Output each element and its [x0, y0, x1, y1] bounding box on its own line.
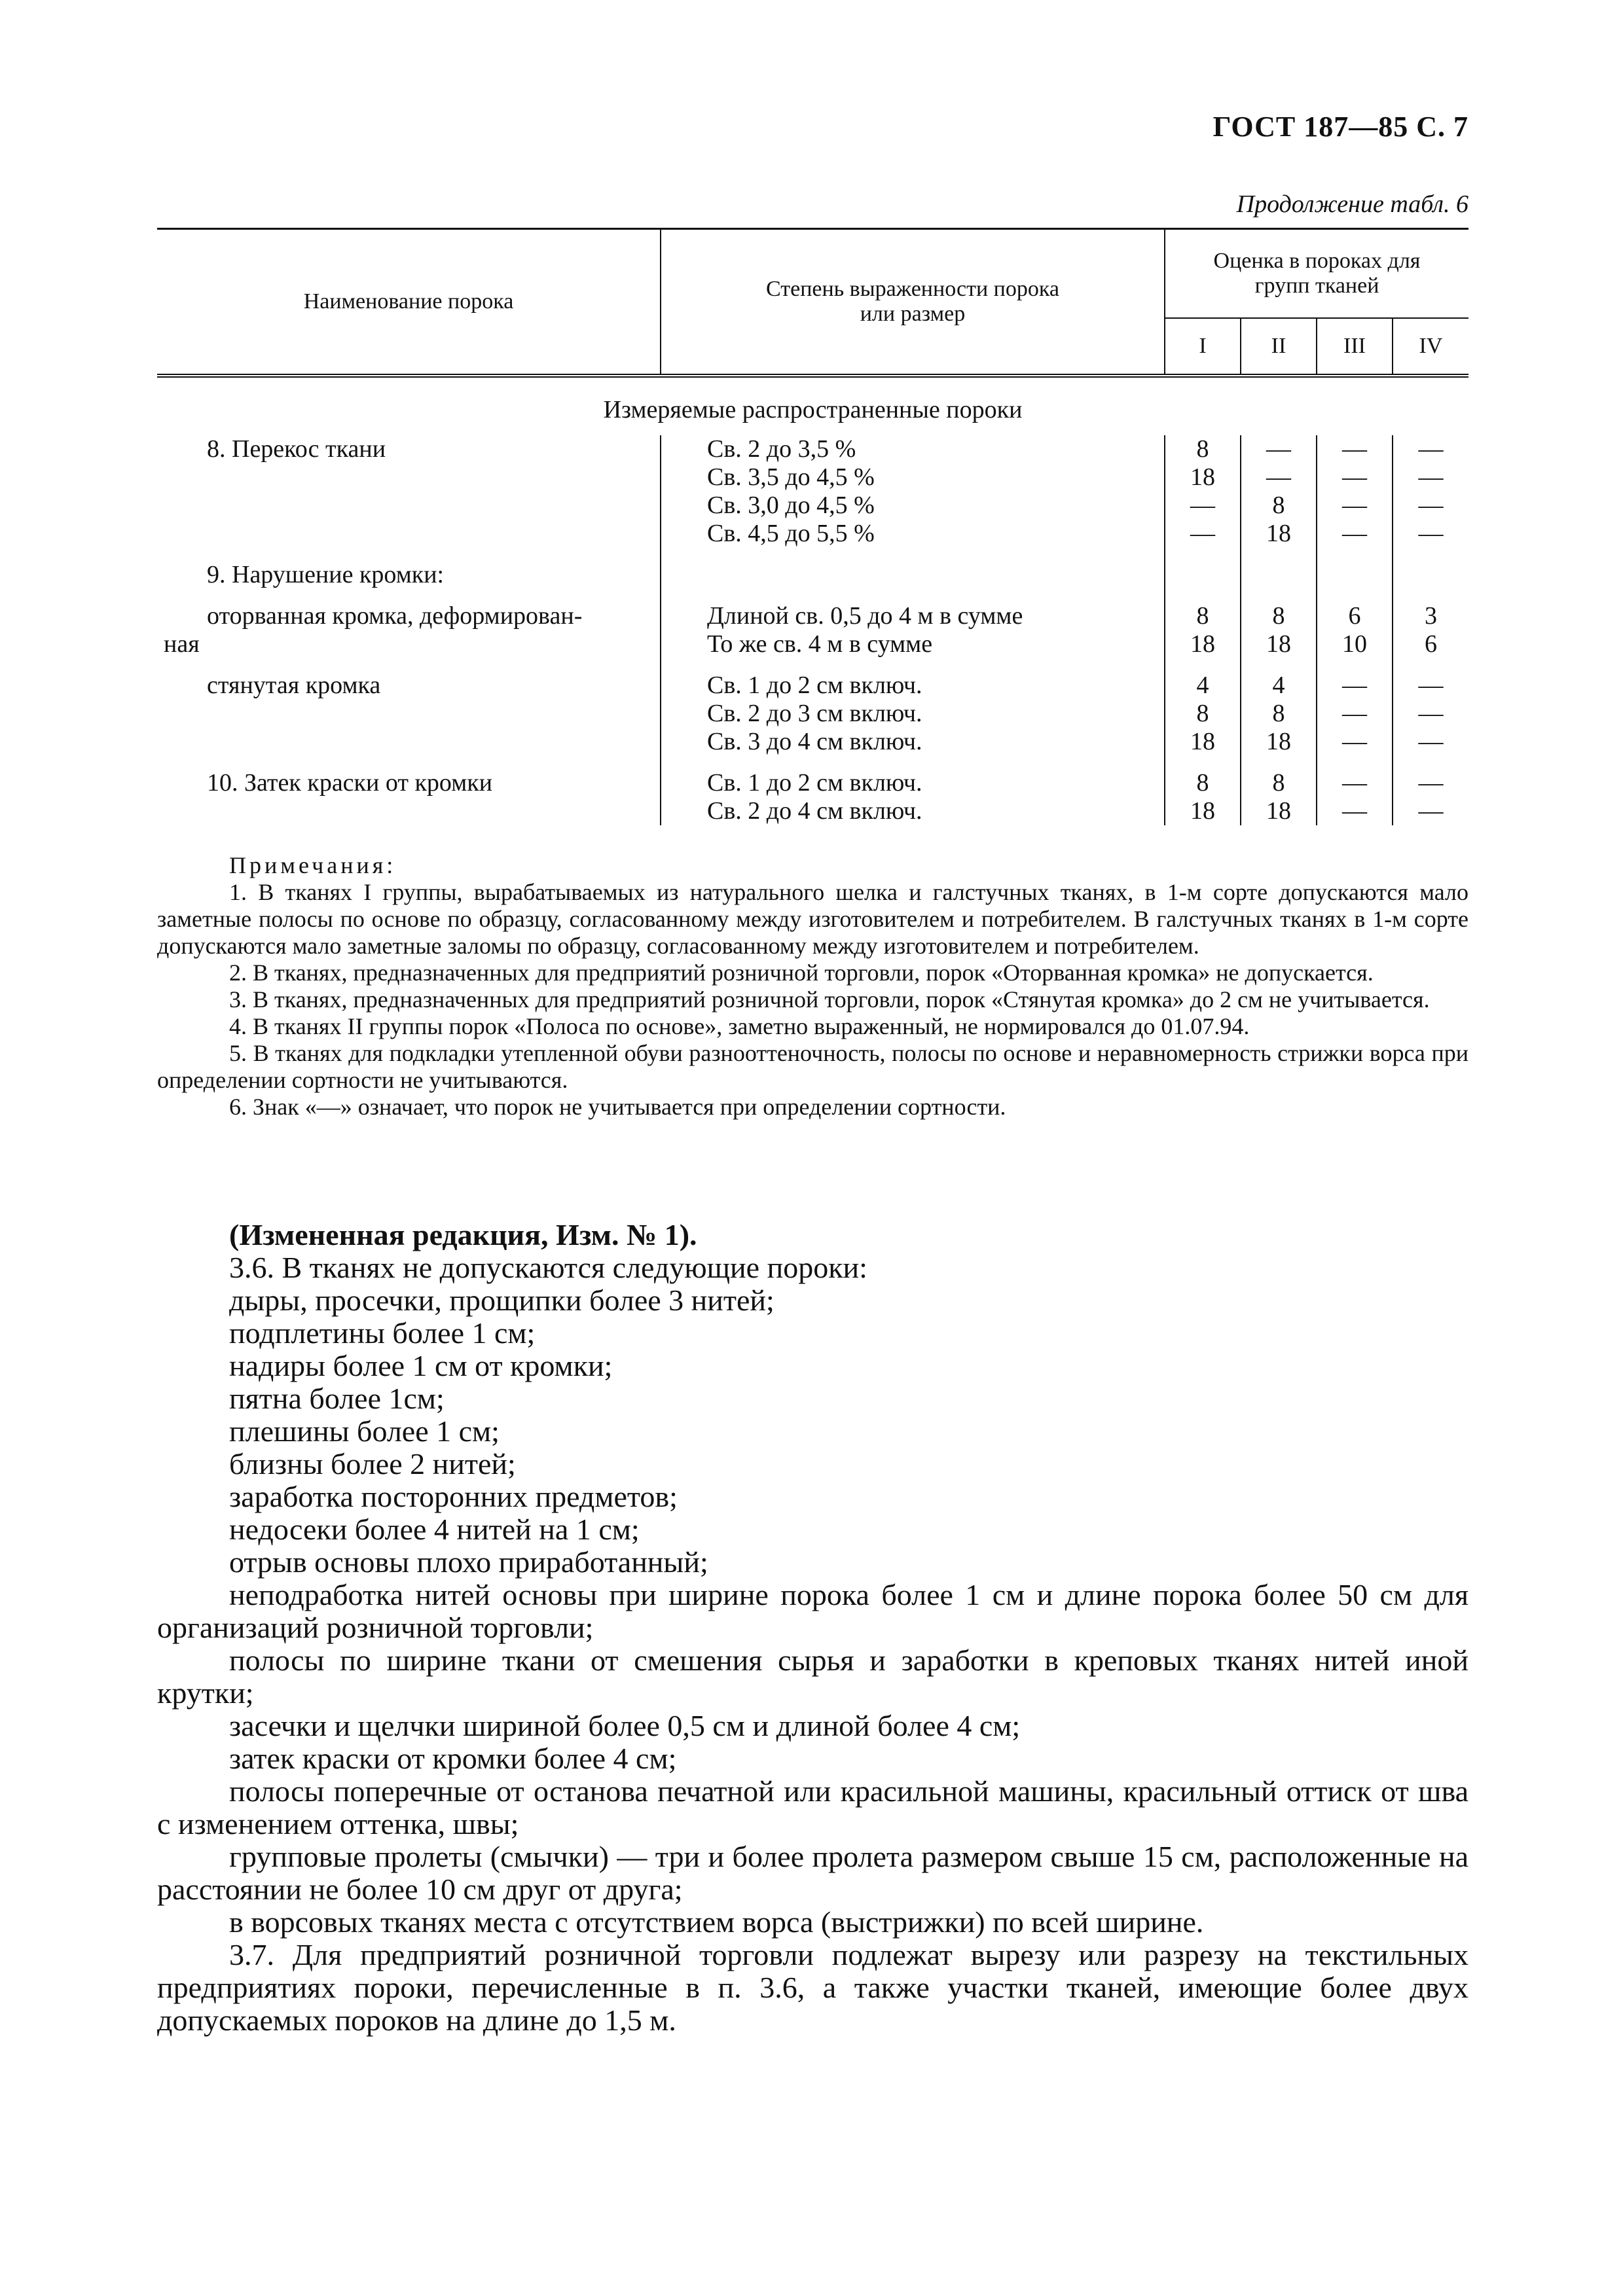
defect-list-item: затек краски от кромки более 4 см;: [229, 1742, 677, 1775]
defect-list-item: полосы по ширине ткани от смешения сырья и заработки в креповых тканях нитей иной крутки;: [157, 1643, 1468, 1710]
defect-list-item: плешины более 1 см;: [229, 1414, 500, 1448]
value-cell: —: [1418, 769, 1444, 797]
table-continuation-label: Продолжение табл. 6: [1236, 190, 1468, 218]
degree-cell: Св. 4,5 до 5,5 %: [707, 520, 875, 547]
defect-list-item: заработка посторонних предметов;: [229, 1480, 678, 1513]
degree-cell: Св. 2 до 3,5 %: [707, 435, 856, 463]
edition-note: (Измененная редакция, Изм. № 1).: [229, 1218, 697, 1251]
defect-name: 9. Нарушение кромки:: [207, 561, 445, 588]
group-header-2: II: [1241, 318, 1317, 376]
value-cell: 8: [1196, 602, 1209, 630]
value-cell: 18: [1190, 797, 1215, 825]
value-cell: —: [1342, 520, 1367, 547]
defect-name: оторванная кромка, деформирован-: [207, 602, 583, 630]
col-header-name: Наименование порока: [303, 289, 514, 314]
value-cell: 18: [1190, 463, 1215, 491]
note-item: 6. Знак «—» означает, что порок не учитывается при определении сортности.: [229, 1094, 1006, 1120]
defect-name: 8. Перекос ткани: [207, 435, 386, 463]
degree-cell: Св. 3,0 до 4,5 %: [707, 492, 875, 519]
value-cell: —: [1342, 769, 1367, 797]
defect-list-item: подплетины более 1 см;: [229, 1316, 536, 1350]
defect-list-item: дыры, просечки, прощипки более 3 нитей;: [229, 1283, 775, 1317]
note-item: 5. В тканях для подкладки утепленной обуви разнооттеночность, полосы по основе и неравномерность стрижки ворса при определении сортности не учитываются.: [157, 1040, 1468, 1093]
degree-cell: Св. 3 до 4 см включ.: [707, 728, 922, 755]
note-item: 4. В тканях II группы порок «Полоса по основе», заметно выраженный, не нормировался до 01.07.94.: [229, 1013, 1250, 1039]
defect-list-item: засечки и щелчки шириной более 0,5 см и длиной более 4 см;: [229, 1709, 1021, 1742]
value-cell: 18: [1266, 520, 1291, 547]
table-row: [157, 672, 1468, 756]
defect-list-item: неподработка нитей основы при ширине порока более 1 см и длине порока более 50 см для организаций розничной торговли;: [157, 1578, 1468, 1644]
degree-cell: Св. 2 до 4 см включ.: [707, 797, 922, 825]
value-cell: 6: [1425, 630, 1437, 658]
defect-name: 10. Затек краски от кромки: [207, 769, 493, 797]
defect-list-item: близны более 2 нитей;: [229, 1447, 516, 1480]
table-row: [157, 602, 1468, 658]
table-row: [157, 435, 1468, 548]
degree-cell: Св. 1 до 2 см включ.: [707, 769, 922, 797]
degree-cell: Длиной св. 0,5 до 4 м в сумме: [707, 602, 1023, 630]
value-cell: 3: [1425, 602, 1437, 630]
defect-list-item: пятна более 1см;: [229, 1382, 445, 1415]
value-cell: —: [1342, 672, 1367, 699]
group-header-1: I: [1165, 318, 1241, 376]
defect-list-item: в ворсовых тканях места с отсутствием ворса (выстрижки) по всей ширине.: [229, 1905, 1204, 1939]
value-cell: 18: [1266, 797, 1291, 825]
value-cell: 8: [1272, 602, 1285, 630]
table-notes: [157, 852, 1468, 1121]
value-cell: —: [1266, 435, 1291, 463]
defect-list-item: групповые пролеты (смычки) — три и более пролета размером свыше 15 см, расположенные на расстоянии не более 10 см друг от друга;: [157, 1840, 1468, 1906]
value-cell: 8: [1196, 769, 1209, 797]
notes-title: Примечания:: [229, 852, 397, 878]
value-cell: 18: [1266, 728, 1291, 755]
value-cell: —: [1342, 435, 1367, 463]
value-cell: —: [1418, 797, 1444, 825]
value-cell: 8: [1272, 492, 1285, 519]
value-cell: —: [1190, 492, 1215, 519]
col-header-groups: Оценка в пороках для групп тканей: [1165, 229, 1468, 319]
degree-cell: Св. 3,5 до 4,5 %: [707, 463, 875, 491]
col-header-degree: Степень выраженности порока или размер: [661, 229, 1165, 376]
defects-table: [157, 228, 1468, 825]
value-cell: —: [1418, 463, 1444, 491]
value-cell: —: [1342, 700, 1367, 727]
note-item: 3. В тканях, предназначенных для предприятий розничной торговли, порок «Стянутая кромка» до 2 см не учитывается.: [229, 986, 1430, 1013]
note-item: 1. В тканях I группы, вырабатываемых из натурального шелка и галстучных тканях, в 1-м сорте допускаются мало заметные полосы по основе по образцу, согласованному между изготовителем и потребителем. В галстучных тканях в 1-м сорте допускаются мало заметные заломы по образцу, согласованному между изготовителем и потребителем.: [157, 879, 1468, 959]
value-cell: —: [1342, 797, 1367, 825]
degree-cell: Св. 1 до 2 см включ.: [707, 672, 922, 699]
value-cell: 4: [1272, 672, 1285, 699]
value-cell: —: [1342, 728, 1367, 755]
value-cell: 18: [1190, 630, 1215, 658]
group-header-3: III: [1317, 318, 1393, 376]
clause-3-6-intro: 3.6. В тканях не допускаются следующие пороки:: [229, 1251, 867, 1284]
value-cell: —: [1418, 700, 1444, 727]
value-cell: 18: [1190, 728, 1215, 755]
value-cell: 10: [1342, 630, 1367, 658]
page-header: ГОСТ 187—85 С. 7: [1213, 111, 1468, 143]
degree-cell: То же св. 4 м в сумме: [707, 630, 933, 658]
value-cell: —: [1190, 520, 1215, 547]
table-row: [157, 561, 1468, 589]
body-text: [157, 1219, 1468, 2037]
value-cell: 4: [1196, 672, 1209, 699]
defect-list-item: полосы поперечные от останова печатной или красильной машины, красильный оттиск от шва с изменением оттенка, швы;: [157, 1774, 1468, 1840]
value-cell: 6: [1348, 602, 1361, 630]
defect-name: стянутая кромка: [207, 672, 381, 699]
degree-cell: Св. 2 до 3 см включ.: [707, 700, 922, 727]
value-cell: 8: [1196, 435, 1209, 463]
value-cell: —: [1418, 672, 1444, 699]
value-cell: —: [1418, 728, 1444, 755]
value-cell: 8: [1196, 700, 1209, 727]
value-cell: 8: [1272, 769, 1285, 797]
defect-list-item: надиры более 1 см от кромки;: [229, 1349, 613, 1382]
value-cell: —: [1342, 492, 1367, 519]
value-cell: 18: [1266, 630, 1291, 658]
table-row: [157, 769, 1468, 825]
clause-3-7: 3.7. Для предприятий розничной торговли подлежат вырезу или разрезу на текстильных предприятиях пороки, перечисленные в п. 3.6, а также участки тканей, имеющие более двух допускаемых пороков на длине до 1,5 м.: [157, 1938, 1468, 2037]
group-header-4: IV: [1393, 318, 1468, 376]
defect-name-continued: ная: [164, 630, 200, 658]
value-cell: —: [1418, 435, 1444, 463]
value-cell: —: [1266, 463, 1291, 491]
table-section-title: Измеряемые распространенные пороки: [603, 395, 1023, 423]
value-cell: 8: [1272, 700, 1285, 727]
value-cell: —: [1342, 463, 1367, 491]
defect-list-item: недосеки более 4 нитей на 1 см;: [229, 1513, 640, 1546]
defect-list-item: отрыв основы плохо приработанный;: [229, 1545, 708, 1579]
note-item: 2. В тканях, предназначенных для предприятий розничной торговли, порок «Оторванная кромка» не допускается.: [229, 960, 1374, 986]
value-cell: —: [1418, 492, 1444, 519]
value-cell: —: [1418, 520, 1444, 547]
